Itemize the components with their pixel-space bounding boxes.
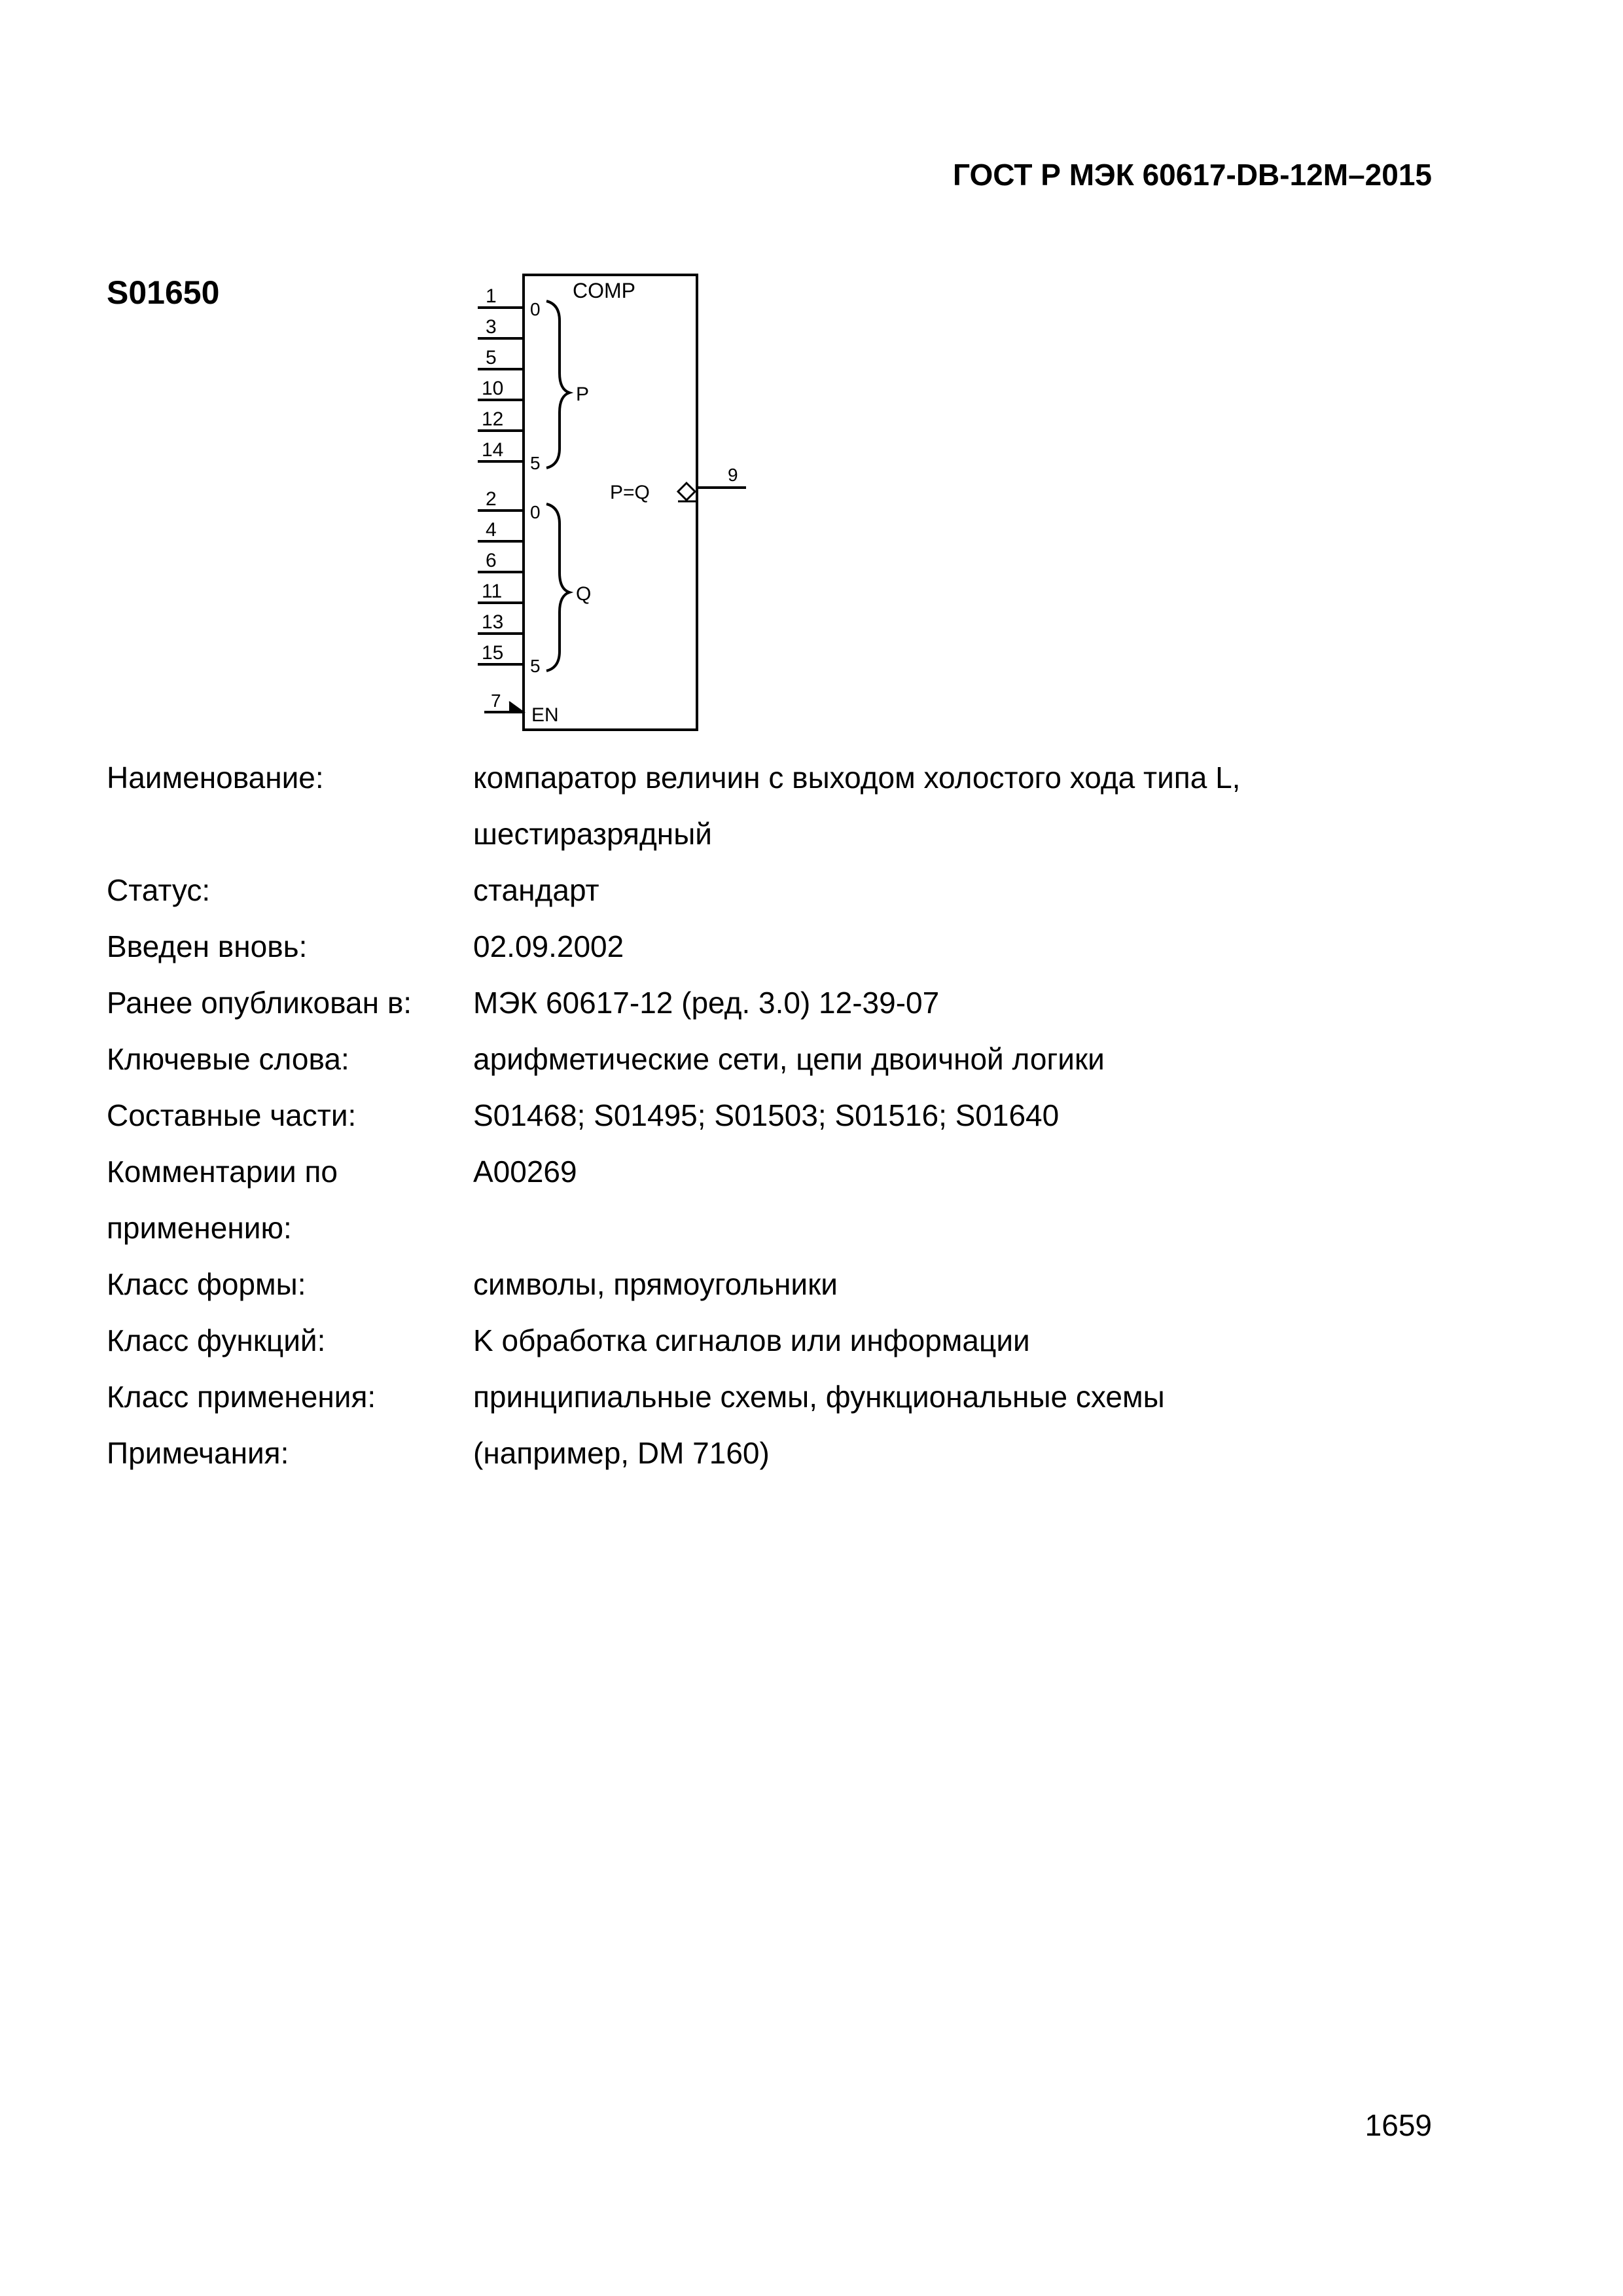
- pin-label: 5: [486, 347, 497, 368]
- property-value: K обработка сигналов или информации: [473, 1323, 1030, 1357]
- pin-label: 9: [728, 465, 738, 485]
- bit-index: 0: [530, 502, 541, 522]
- property-value: стандарт: [473, 873, 599, 907]
- property-label: Комментарии по: [107, 1155, 338, 1189]
- property-value: компаратор величин с выходом холостого хода типа L,: [473, 761, 1241, 795]
- property-label: Примечания:: [107, 1436, 289, 1470]
- p-input-group: [478, 285, 589, 473]
- property-value: символы, прямоугольники: [473, 1267, 838, 1301]
- property-value: A00269: [473, 1155, 577, 1189]
- property-value: шестиразрядный: [473, 817, 712, 851]
- property-value: S01468; S01495; S01503; S01516; S01640: [473, 1098, 1060, 1132]
- property-value: принципиальные схемы, функциональные схемы: [473, 1380, 1165, 1414]
- property-label: Класс применения:: [107, 1380, 376, 1414]
- property-label: Ранее опубликован в:: [107, 986, 412, 1020]
- pin-label: 7: [491, 691, 501, 711]
- pin-label: 10: [482, 378, 504, 399]
- pin-label: 12: [482, 408, 504, 430]
- q-input-group: [478, 488, 591, 676]
- pin-label: 4: [486, 519, 497, 541]
- bit-index: 5: [530, 656, 541, 676]
- property-label: Наименование:: [107, 761, 324, 795]
- property-label: Ключевые слова:: [107, 1042, 349, 1076]
- q-group-label: Q: [576, 583, 592, 605]
- enable-label: EN: [531, 704, 559, 726]
- p-group-label: P: [576, 384, 590, 405]
- property-label: Составные части:: [107, 1098, 357, 1132]
- pin-label: 13: [482, 611, 504, 633]
- document-standard-header: ГОСТ Р МЭК 60617-DB-12M–2015: [953, 158, 1432, 192]
- bit-index: 5: [530, 453, 541, 473]
- output-label: P=Q: [610, 482, 650, 503]
- qualifier-label: COMP: [573, 279, 635, 302]
- output-pin: [610, 465, 746, 503]
- open-circuit-diamond-icon: [678, 483, 695, 500]
- pin-label: 14: [482, 439, 504, 461]
- property-label: Статус:: [107, 873, 211, 907]
- pin-label: 15: [482, 642, 504, 664]
- pin-label: 3: [486, 316, 497, 338]
- q-group-brace: [546, 504, 569, 671]
- property-label: Класс функций:: [107, 1323, 326, 1357]
- pin-label: 2: [486, 488, 497, 510]
- property-label: применению:: [107, 1211, 292, 1245]
- comparator-symbol-diagram: [471, 268, 759, 740]
- property-value: (например, DM 7160): [473, 1436, 770, 1470]
- pin-label: 6: [486, 550, 497, 571]
- property-label: Введен вновь:: [107, 929, 308, 963]
- property-value: МЭК 60617-12 (ред. 3.0) 12-39-07: [473, 986, 940, 1020]
- pin-label: 11: [482, 581, 503, 602]
- enable-arrow-icon: [509, 702, 524, 712]
- pin-label: 1: [486, 285, 497, 307]
- symbol-code: S01650: [107, 274, 220, 311]
- bit-index: 0: [530, 299, 541, 319]
- enable-input: [484, 691, 559, 726]
- property-label: Класс формы:: [107, 1267, 306, 1301]
- property-value: арифметические сети, цепи двоичной логики: [473, 1042, 1105, 1076]
- page-number: 1659: [1364, 2108, 1432, 2142]
- property-value: 02.09.2002: [473, 929, 624, 963]
- p-group-brace: [546, 301, 569, 468]
